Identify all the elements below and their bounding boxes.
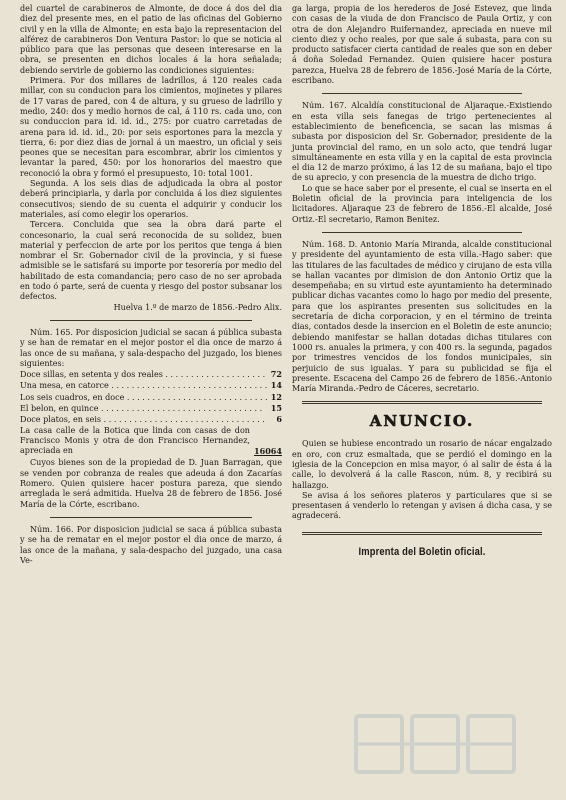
list-item: Los seis cuadros, en doce . . . 12 — [20, 392, 282, 403]
goods-list — [20, 369, 282, 456]
library-watermark-icon — [346, 706, 546, 786]
notice-165-intro: Núm. 165. Por disposicion judicial se sacan á pública subasta y se han de rematar en el mejor postor el dia once de marzo á las once de su mañana, y sala-despacho del juzgado, los bienes siguientes: — [20, 327, 282, 368]
section-divider — [50, 517, 252, 518]
right-column — [292, 4, 552, 800]
imprenta-footer: Imprenta del Boletin oficial. — [358, 545, 486, 558]
list-item: Doce platos, en seis . . . 6 — [20, 414, 282, 425]
signature-huelva: Huelva 1.º de marzo de 1856.-Pedro Alix. — [113, 302, 282, 312]
notice-165-close: Cuyos bienes son de la propiedad de D. Juan Barragan, que se venden por cobranza de reales que adeuda á don Zacarías Romero. Quien quisiere hacer postura pareza, que siendo arreglada le será admitida. Huelva 28 de febrero de 1856. José María de la Córte, escribano. — [20, 458, 282, 509]
list-item: Una mesa, en catorce . . . 14 — [20, 380, 282, 391]
list-item-casa: La casa calle de la Botica que linda con casas de don Francisco Monis y otra de don Francisco Hernandez, apreciada en 16064 — [20, 425, 282, 457]
svg-text:ANUNCIO.: ANUNCIO. — [369, 412, 475, 431]
intro-paragraph: del cuartel de carabineros de Almonte, de doce á dos del dia diez del presente mes, en el patio de las oficinas del Gobierno civil y en la villa de Almonte; en esta bajo la representacion del alférez de carabineros Don Ventura Pastor: lo que se noticia al público para que las personas que deseen interesarse en la obra, se presenten en dichos locales á la hora señalada; debiendo servirle de gobierno las condiciones siguientes: — [20, 4, 282, 75]
anuncio-banner-icon — [347, 410, 497, 432]
section-divider — [50, 320, 252, 321]
notice-167-close: Lo que se hace saber por el presente, el cual se inserta en el Boletin oficial de la provincia para inteligencia de los licitadores. Aljaraque 23 de febrero de 1856.-El alcalde, José Ortiz.-El secretario, Ramon Benitez. — [292, 183, 552, 224]
notice-166-continuation: ga larga, propia de los herederos de José Estevez, que linda con casas de la viuda de don Francisco de Paula Ortiz, y con otra de don Alejandro Ruifernandez, apreciada en nueve mil ciento diez y ocho reales, por que sale á subasta, para con su producto satisfacer cierta cantidad de reales que son en deber á doña Soledad Fernandez. Quien quisiere hacer postura parezca, Huelva 28 de febrero de 1856.-José María de la Córte, escribano. — [292, 4, 552, 86]
condition-tercera: Tercera. Concluida que sea la obra dará parte el concesonario, la cual será reconocida de su solidez, buen material y perfeccion de arte por los peritos que tenga á bien nombrar el Sr. Gobernador civil de la provincia, y si fuese admisible se le satisfará su importe por tesorería por medio del habilitado de esta comandancia; pero caso de no ser aprobada en todo ó parte, será de cuenta y riesgo del postor subsanar los defectos. — [20, 220, 282, 302]
condition-primera: Primera. Por dos millares de ladrillos, á 120 reales cada millar, con su conducion para los cimientos, mojinetes y pilares de 17 varas de pared, con 4 de altura, y su grueso de ladrillo y medio, 240: dos y medio hornos de cal, á 110 rs. cada uno, con su conduccion para id. id. id., 275: por cuatro carretadas de arena para id. id. id., 20: por seis esportones para la mezcla y tierra, 6: por diez dias de jornal á un maestro, un oficial y seis peones que se necesitan para escombrar, abrir los cimientos y levantar la pared, 450: por los honorarios del maestro que reconoció la obra y formó el presupuesto, 10: total 1001. — [20, 76, 282, 178]
section-divider — [322, 232, 522, 233]
anuncio-plateros: Se avisa á los señores plateros y particulares que si se presentasen á venderlo lo retengan y avisen á dicha casa, y se agradecerá. — [292, 490, 552, 521]
notice-166-intro: Núm. 166. Por disposicion judicial se saca á pública subasta y se ha de rematar en el mejor postor el dia once de marzo, á las once de la mañana, y sala-despacho del juzgado, una casa Ve- — [20, 524, 282, 565]
list-item: Doce sillas, en setenta y dos reales . . . 72 — [20, 369, 282, 380]
notice-167: Núm. 167. Alcaldía constitucional de Aljaraque.-Existiendo en esta villa seis fanegas de trigo pertenecientes al establecimiento de beneficencia, se sacan las mismas á subasta por disposicion del Sr. Gobernador, presidente de la junta provincial del ramo, en un solo acto, que tendrá lugar simultáneamente en esta villa y en la capital de esta provincia el dia 12 de marzo próximo, á las 12 de su mañana, bajo el tipo de su aprecio, y con presencia de la muestra de dicho trigo. — [292, 101, 552, 183]
condition-segunda: Segunda. A los seis dias de adjudicada la obra al postor deberá principiarla, y darla por concluida á los diez siguientes consecutivos; siendo de su cuenta el adquirir y conducir los materiales, así como elegir los operarios. — [20, 179, 282, 219]
anuncio-title — [347, 411, 497, 431]
list-item: El belon, en quince . . . 15 — [20, 403, 282, 414]
notice-168: Núm. 168. D. Antonio María Miranda, alcalde constitucional y presidente del ayuntamiento de esta villa.-Hago saber: que las titulares de las facultades de médico y cirujano de esta villa se hallan vacantes por dimision de don Antonio Ortiz que la desempeñaba; en su virtud este ayuntamiento ha determinado publicar dichas vacantes como lo hago por medio del presente, para que los aspirantes presenten sus solicitudes en la secretaría de dicha corporacion, y en el término de treinta dias, contados desde la insercion en el Boletin de este anuncio; debiendo manifestar se hallan dotadas dichas titulares con 1000 rs. anuales la primera, y con 400 rs. la segunda, pagados por trimestres vencidos de los fondos municipales, sin perjuicio de sus igualas. Y para su publicidad se fija el presente. Escacena del Campo 26 de febrero de 1856.-Antonio María Miranda.-Pedro de Cáceres, secretario. — [292, 239, 552, 394]
section-divider — [302, 532, 542, 535]
anuncio-rosario: Quien se hubiese encontrado un rosario de nácar engalzado en oro, con cruz esmaltada, que se perdió el domingo en la iglesia de la Concepcion en misa mayor, ó al salir de ésta á la calle, lo devolverá á la calle Rascon, núm. 8, y recibirá su hallazgo. — [292, 439, 552, 490]
left-column — [20, 4, 282, 800]
section-divider — [322, 93, 522, 94]
section-divider — [302, 401, 542, 404]
